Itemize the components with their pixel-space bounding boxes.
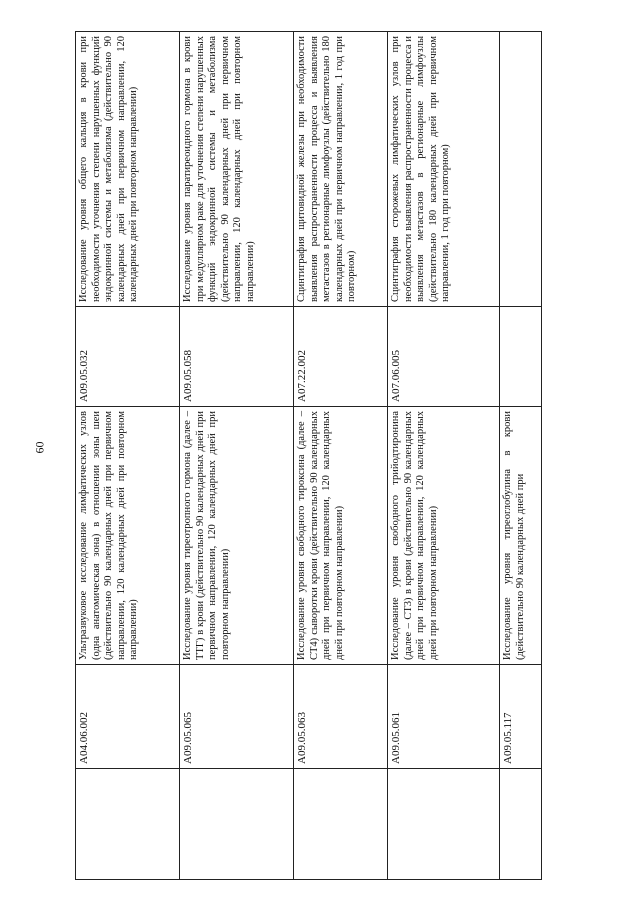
service-description: Исследование уровня паратиреоидного гормона в крови при медуллярном раке для уточнения степени нарушенных функций эндокринной системы и метаболизма (действительно 90 календарных дней при первичном направлении, 120 календарных дней при повторном направлении) xyxy=(180,32,294,307)
empty-cell xyxy=(180,769,294,880)
service-code: A04.06.002 xyxy=(76,665,180,769)
table-row xyxy=(76,32,180,880)
table-wrapper xyxy=(75,32,541,880)
service-description: Исследование уровня тиреотропного гормона (далее – ТТГ) в крови (действительно 90 календарных дней при первичном направлении, 120 календарных дней при повторном направлении) xyxy=(180,407,294,665)
service-code: A09.05.065 xyxy=(180,665,294,769)
services-table xyxy=(75,31,542,880)
service-code xyxy=(500,307,542,407)
service-code: A09.05.032 xyxy=(76,307,180,407)
service-description: Исследование уровня тиреоглобулина в крови (действительно 90 календарных дней при xyxy=(500,407,542,665)
service-description xyxy=(500,32,542,307)
table-row xyxy=(180,32,294,880)
rotated-page xyxy=(75,32,541,880)
service-code: A09.05.117 xyxy=(500,665,542,769)
service-code: A09.05.058 xyxy=(180,307,294,407)
service-code: A09.05.063 xyxy=(294,665,388,769)
service-description: Исследование уровня свободного трийодтиронина (далее – СТ3) в крови (действительно 90 календарных дней при первичном направлении, 120 календарных дней при повторном направлении) xyxy=(388,407,500,665)
page-number: 60 xyxy=(32,441,47,454)
service-description: Ультразвуковое исследование лимфатических узлов (одна анатомическая зона) в отношении зоны шеи (действительно 90 календарных дней при первичном направлении, 120 календарных дней при повторном направлении) xyxy=(76,407,180,665)
service-description: Сцинтиграфия сторожевых лимфатических узлов при необходимости выявления распространенности процесса и выявления метастазов в регионарные лимфоузлы (действительно 180 календарных дней при первичном направлении, 1 год при повторном) xyxy=(388,32,500,307)
service-code: A07.22.002 xyxy=(294,307,388,407)
empty-cell xyxy=(388,769,500,880)
table-row xyxy=(294,32,388,880)
service-description: Исследование уровня общего кальция в крови при необходимости уточнения степени нарушенных функций эндокринной системы и метаболизма (действительно 90 календарных дней при первичном направлении, 120 календарных дней при повторном направлении) xyxy=(76,32,180,307)
empty-cell xyxy=(500,769,542,880)
service-description: Сцинтиграфия щитовидной железы при необходимости выявления распространенности процесса и выявления метастазов в регионарные лимфоузлы (действительно 180 календарных дней при первичном направлении, 1 год при повторном) xyxy=(294,32,388,307)
table-row xyxy=(388,32,500,880)
table-row xyxy=(500,32,542,880)
service-code: A09.05.061 xyxy=(388,665,500,769)
service-description: Исследование уровня свободного тироксина (далее – СТ4) сыворотки крови (действительно 90 календарных дней при первичном направлении, 120 календарных дней при повторном направлении) xyxy=(294,407,388,665)
empty-cell xyxy=(76,769,180,880)
service-code: A07.06.005 xyxy=(388,307,500,407)
empty-cell xyxy=(294,769,388,880)
